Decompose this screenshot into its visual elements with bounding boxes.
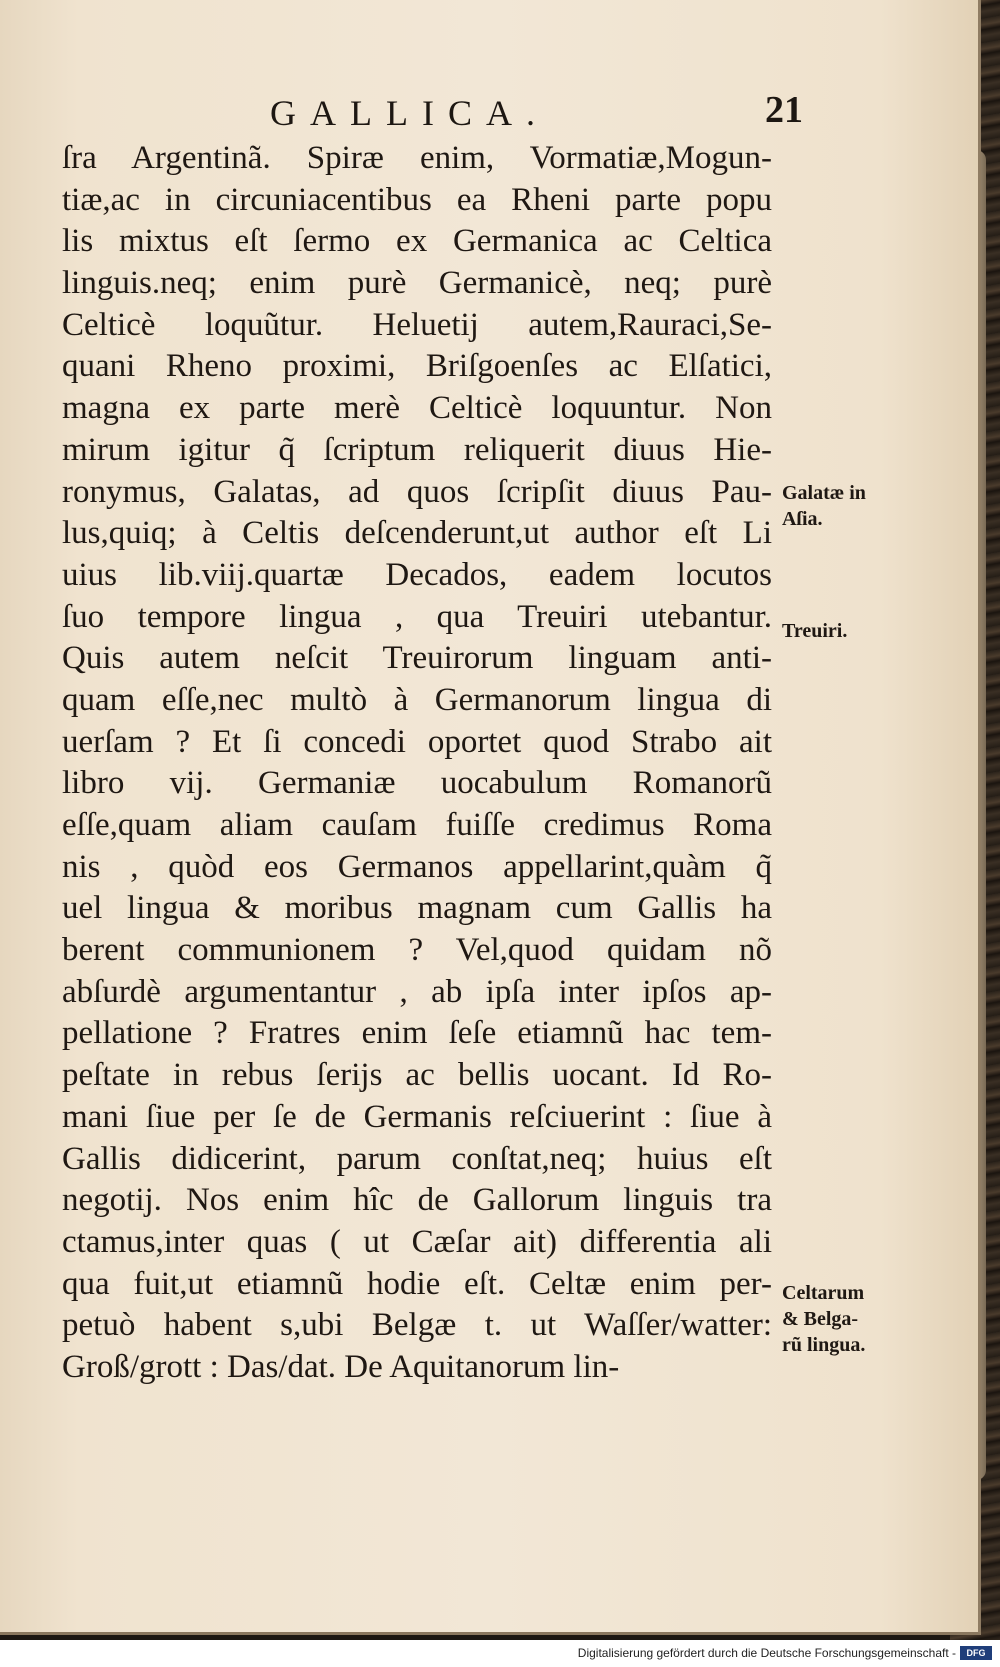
text-line: uius lib.viij.quartæ Decados, eadem locutos bbox=[62, 556, 772, 593]
text-line: libro vij. Germaniæ uocabulum Romanorũ bbox=[62, 765, 772, 802]
page-header bbox=[0, 88, 978, 132]
text-line: uel lingua & moribus magnam cum Gallis ha bbox=[62, 890, 772, 927]
text-line: magna ex parte merè Celticè loquuntur. Non bbox=[62, 390, 772, 427]
text-line: eſſe,quam aliam cauſam fuiſſe credimus Roma bbox=[62, 807, 772, 843]
funding-credit: Digitalisierung gefördert durch die Deutsche Forschungsgemeinschaft - bbox=[577, 1646, 956, 1660]
text-line: uerſam ? Et ſi concedi oportet quod Strabo ait bbox=[62, 723, 772, 760]
text-line: peſtate in rebus ſerijs ac bellis uocant. Id Ro- bbox=[62, 1057, 772, 1094]
body-text bbox=[62, 138, 772, 1389]
text-line: qua fuit,ut etiamnũ hodie eſt. Celtæ enim per- bbox=[62, 1265, 772, 1302]
text-line: Gallis didicerint, parum conſtat,neq; huius eſt bbox=[62, 1140, 772, 1177]
text-line: pellatione ? Fratres enim ſeſe etiamnũ hac tem- bbox=[62, 1015, 772, 1052]
text-line: tiæ,ac in circuniacentibus ea Rheni parte popu bbox=[62, 181, 772, 218]
text-line: Groß/grott : Das/dat. De Aquitanorum lin- bbox=[62, 1348, 620, 1385]
text-line: ctamus,inter quas ( ut Cæſar ait) differentia ali bbox=[62, 1223, 772, 1260]
text-line: ſra Argentinã. Spiræ enim, Vormatiæ,Mogun- bbox=[62, 140, 772, 176]
text-line: quani Rheno proximi, Briſgoenſes ac Elſatici, bbox=[62, 348, 772, 385]
text-line: berent communionem ? Vel,quod quidam nõ bbox=[62, 932, 772, 969]
dfg-logo-icon: DFG bbox=[960, 1646, 992, 1660]
text-line: lus,quiq; à Celtis deſcenderunt,ut author eſt Li bbox=[62, 515, 772, 552]
text-line: ſuo tempore lingua , qua Treuiri utebantur. bbox=[62, 598, 772, 635]
text-line: abſurdè argumentantur , ab ipſa inter ipſos ap- bbox=[62, 973, 772, 1010]
running-title: GALLICA. bbox=[270, 93, 549, 133]
text-line: negotij. Nos enim hîc de Gallorum linguis tra bbox=[62, 1182, 772, 1219]
text-line: Quis autem neſcit Treuirorum linguam anti- bbox=[62, 640, 772, 677]
margin-note-treuiri: Treuiri. bbox=[782, 620, 848, 642]
text-line: mirum igitur q̃ ſcriptum reliquerit diuus Hie- bbox=[62, 431, 772, 468]
text-line: Celticè loquũtur. Heluetij autem,Rauraci,Se- bbox=[62, 306, 772, 343]
margin-note-celtarum: Celtarum & Belga- rũ lingua. bbox=[782, 1282, 866, 1356]
folio-number: 21 bbox=[765, 89, 803, 131]
text-line: linguis.neq; enim purè Germanicè, neq; purè bbox=[62, 265, 772, 302]
text-line: lis mixtus eſt ſermo ex Germanica ac Celtica bbox=[62, 223, 772, 260]
text-line: nis , quòd eos Germanos appellarint,quàm q̃ bbox=[62, 848, 772, 885]
text-line: petuò habent s,ubi Belgæ t. ut Waſſer/watter: bbox=[62, 1307, 772, 1344]
footer-bar bbox=[0, 1640, 1000, 1667]
text-line: quam eſſe,nec multò à Germanorum lingua di bbox=[62, 681, 772, 718]
margin-note-galatae: Galatæ in Aſia. bbox=[782, 482, 866, 530]
text-line: ronymus, Galatas, ad quos ſcripſit diuus Pau- bbox=[62, 473, 772, 510]
text-line: mani ſiue per ſe de Germanis reſciuerint : ſiue à bbox=[62, 1098, 772, 1135]
